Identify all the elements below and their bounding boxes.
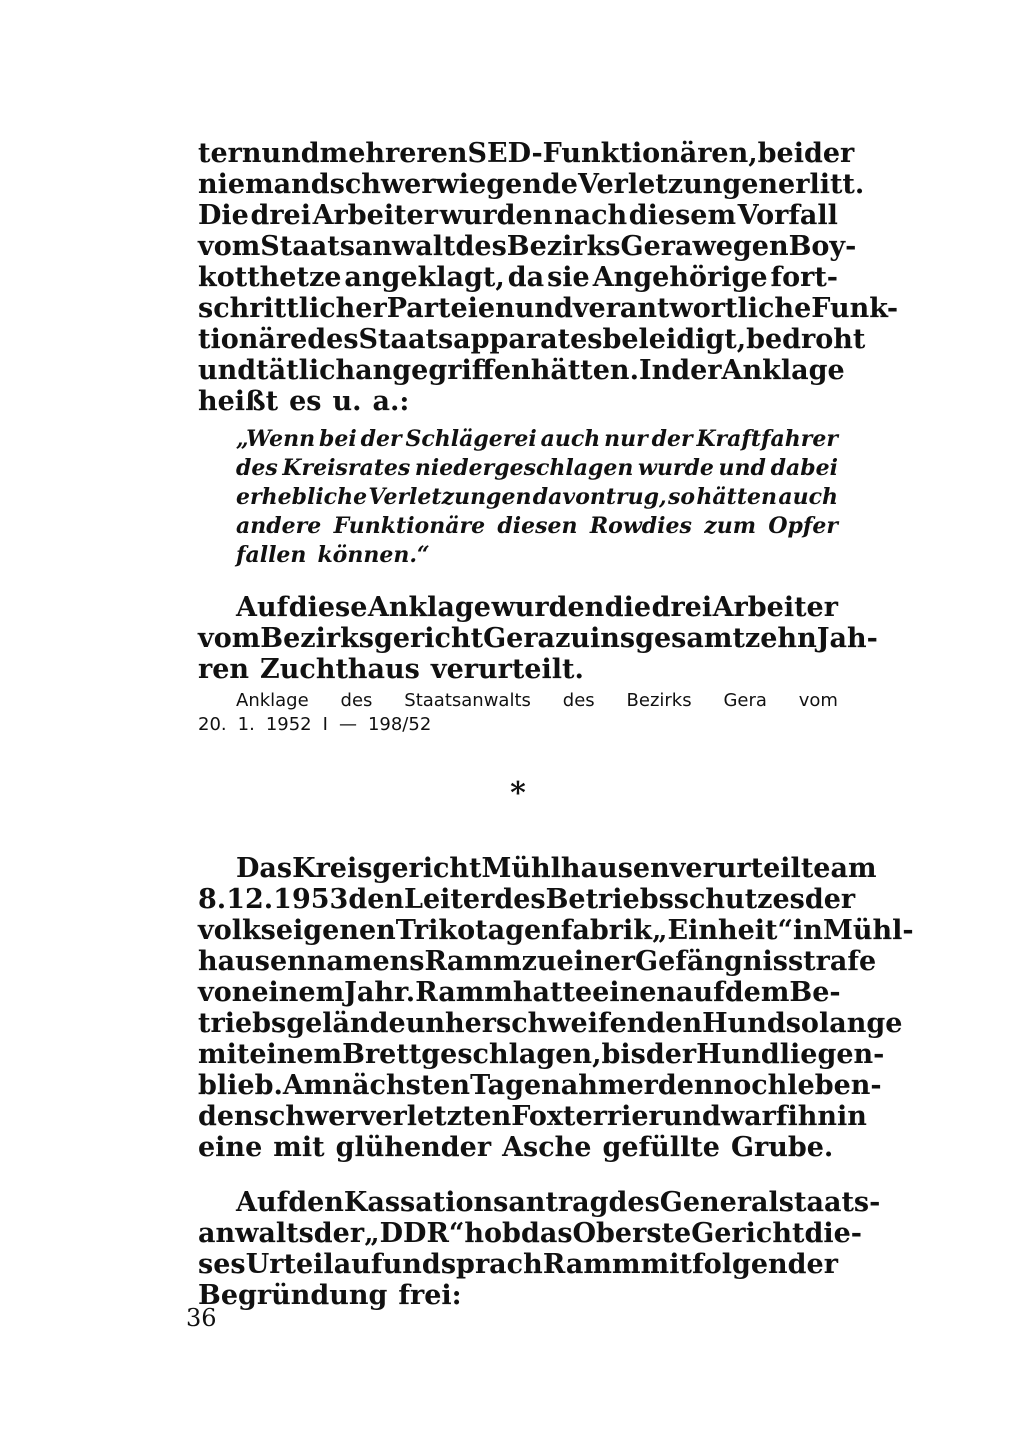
text-line: niemand schwerwiegende Verletzungen erlitt. (198, 169, 865, 200)
text-line: anwalts der „DDR“ hob das Oberste Gericht die- (198, 1218, 862, 1249)
text-line: Anklage des Staatsanwalts des Bezirks Gera vom (236, 690, 838, 711)
text-line: vom Bezirksgericht Gera zu insgesamt zehn Jah- (198, 623, 878, 654)
paragraph-2 (198, 592, 878, 685)
text-line: mit einem Brett geschlagen, bis der Hund liegen- (198, 1039, 885, 1070)
text-line: volkseigenen Trikotagenfabrik „Einheit“ in Mühl- (198, 915, 914, 946)
text-line: fallen können.“ (236, 542, 430, 568)
paragraph-3 (198, 853, 914, 1163)
text-line: andere Funktionäre diesen Rowdies zum Opfer (236, 513, 838, 539)
text-line: kotthetze angeklagt, da sie Angehörige fort- (198, 262, 838, 293)
block-quote (236, 425, 838, 570)
text-line: Die drei Arbeiter wurden nach diesem Vorfall (198, 200, 838, 231)
text-line: 8. 12. 1953 den Leiter des Betriebsschutzes der (198, 884, 856, 915)
text-line: blieb. Am nächsten Tage nahm er den noch leben- (198, 1070, 882, 1101)
text-line: heißt es u. a.: (198, 386, 410, 417)
text-line: hausen namens R a m m zu einer Gefängnisstrafe (198, 946, 877, 977)
text-line: ren Zuchthaus verurteilt. (198, 654, 584, 685)
page-body (198, 138, 914, 1311)
text-line: schrittlicher Parteien und verantwortliche Funk- (198, 293, 899, 324)
text-line: ses Urteil auf und sprach Ramm mit folgender (198, 1249, 838, 1280)
text-line: und tätlich angegriffen hätten. In der Anklage (198, 355, 845, 386)
text-line: tionäre des Staatsapparates beleidigt, bedroht (198, 324, 866, 355)
citation (198, 689, 838, 737)
text-line: Auf diese Anklage wurden die drei Arbeiter (236, 592, 838, 623)
page-number: 36 (186, 1304, 217, 1332)
text-line: tern und mehreren SED-Funktionären, bei der (198, 138, 855, 169)
text-line: eine mit glühender Asche gefüllte Grube. (198, 1132, 834, 1163)
text-line: Auf den Kassationsantrag des Generalstaats- (236, 1187, 881, 1218)
text-line: „Wenn bei der Schlägerei auch nur der Kraftfahrer (236, 426, 838, 452)
text-line: vom Staatsanwalt des Bezirks Gera wegen Boy- (198, 231, 857, 262)
section-separator: * (510, 776, 526, 811)
text-line: 20. 1. 1952 I — 198/52 (198, 714, 432, 735)
text-line: den schwerverletzten Foxterrier und warf ihn in (198, 1101, 867, 1132)
text-line: triebsgelände unherschweifenden Hund so lange (198, 1008, 903, 1039)
text-line: Das Kreisgericht Mühlhausen verurteilte am (236, 853, 877, 884)
text-line: des Kreisrates niedergeschlagen wurde und dabei (236, 455, 838, 481)
paragraph-1 (198, 138, 899, 417)
text-line: von einem Jahr. Ramm hatte einen auf dem Be- (198, 977, 841, 1008)
text-line: Begründung frei: (198, 1280, 462, 1311)
paragraph-4 (198, 1187, 881, 1311)
text-line: erhebliche Verletzungen davontrug, so hätten auch (236, 484, 838, 510)
